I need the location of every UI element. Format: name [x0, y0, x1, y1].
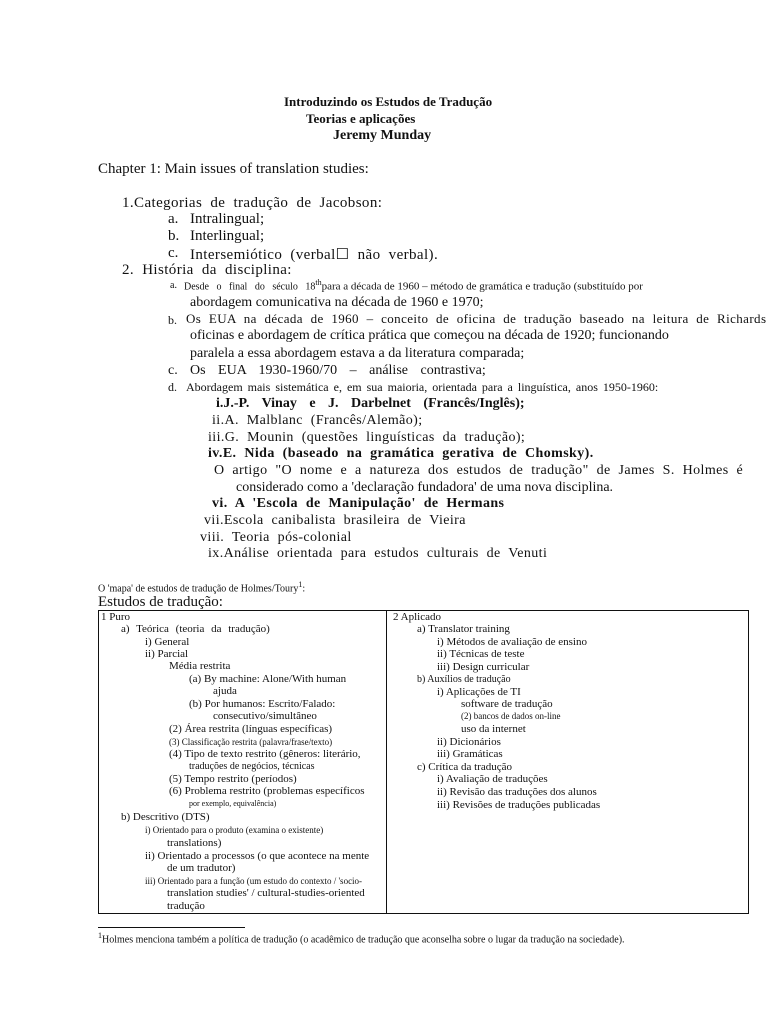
list-item-continuation: oficinas e abordagem de crítica prática que começou na década de 1920; funcionando — [190, 328, 669, 343]
roman-item: ii.A. Malblanc (Francês/Alemão); — [212, 413, 423, 428]
roman-item: ix.Análise orientada para estudos culturais de Venuti — [208, 546, 548, 561]
table-cell-text: 1 Puro — [101, 611, 131, 623]
table-cell-text: ii) Orientado a processos (o que acontece na mente — [145, 850, 370, 862]
roman-item: i.J.-P. Vinay e J. Darbelnet (Francês/Inglês); — [216, 396, 525, 411]
list-item: Interlingual; — [190, 228, 265, 244]
map-table — [98, 610, 749, 914]
table-cell-text: (a) By machine: Alone/With human — [189, 673, 347, 685]
table-cell-text: ii) Técnicas de teste — [437, 648, 525, 660]
table-cell-text: software de tradução — [461, 698, 553, 710]
table-cell-text: (2) bancos de dados on-line — [461, 711, 561, 721]
list-item-continuation: paralela a essa abordagem estava a da literatura comparada; — [190, 346, 525, 361]
list-item: Intersemiótico (verbal☐ não verbal). — [190, 247, 439, 263]
list-marker: b. — [168, 313, 177, 327]
roman-item: O artigo "O nome e a natureza dos estudos de tradução" de James S. Holmes é — [214, 463, 744, 478]
list-marker: c. — [168, 245, 179, 261]
table-cell-text: (4) Tipo de texto restrito (gêneros: literário, — [169, 748, 361, 760]
list-item: Abordagem mais sistemática e, em sua maioria, orientada para a linguística, anos 1950-1960: — [186, 380, 659, 394]
table-cell-text: consecutivo/simultâneo — [213, 710, 317, 722]
table-cell-text: ii) Parcial — [145, 648, 189, 660]
list-marker: b. — [168, 228, 180, 244]
table-cell-text: ajuda — [213, 685, 237, 697]
table-cell-text: Média restrita — [169, 660, 231, 672]
table-cell-text: iii) Gramáticas — [437, 748, 503, 760]
map-caption: O 'mapa' de estudos de tradução de Holmes/Toury$^1$: — [98, 580, 306, 595]
table-cell-text: (2) Área restrita (línguas específicas) — [169, 723, 333, 735]
table-cell-text: i) General — [145, 636, 190, 648]
table-cell-text: traduções de negócios, técnicas — [189, 761, 315, 772]
table-cell-text: de um tradutor) — [167, 862, 236, 874]
table-cell-text: a) Translator training — [417, 623, 510, 635]
table-cell-text: i) Avaliação de traduções — [437, 773, 548, 785]
table-cell-text: (3) Classificação restrita (palavra/frase/texto) — [169, 737, 333, 747]
document-subtitle: Teorias e aplicações — [306, 111, 416, 126]
roman-item: viii. Teoria pós-colonial — [200, 530, 352, 545]
table-cell-text: c) Crítica da tradução — [417, 761, 512, 773]
list-marker: a. — [170, 280, 177, 291]
list-item-continuation: abordagem comunicativa na década de 1960 e 1970; — [190, 295, 484, 310]
table-cell-text: i) Métodos de avaliação de ensino — [437, 636, 587, 648]
table-cell-text: ii) Revisão das traduções dos alunos — [437, 786, 597, 798]
table-divider — [386, 611, 387, 913]
roman-item: vi. A 'Escola de Manipulação' de Hermans — [212, 496, 505, 511]
roman-item: vii.Escola canibalista brasileira de Vieira — [204, 513, 466, 528]
section-1-heading: 1.Categorias de tradução de Jacobson: — [122, 195, 383, 211]
footnote-rule — [98, 927, 245, 928]
roman-item-continuation: considerado como a 'declaração fundadora' de uma nova disciplina. — [236, 480, 614, 495]
table-cell-text: tradução — [167, 900, 205, 912]
table-cell-text: b) Descritivo (DTS) — [121, 811, 210, 823]
table-cell-text: i) Aplicações de TI — [437, 686, 521, 698]
table-cell-text: (5) Tempo restrito (períodos) — [169, 773, 297, 785]
list-marker: a. — [168, 211, 179, 227]
list-marker: d. — [168, 380, 177, 394]
map-title: Estudos de tradução: — [98, 594, 223, 610]
table-cell-text: uso da internet — [461, 723, 526, 735]
list-item: Intralingual; — [190, 211, 265, 227]
table-cell-text: b) Auxílios de tradução — [417, 674, 511, 685]
table-cell-text: ii) Dicionários — [437, 736, 501, 748]
footnote: $^1$Holmes menciona também a política de tradução (o acadêmico de tradução que aconselha sobre o lugar da tradução na sociedade). — [98, 931, 625, 946]
list-item: Desde o final do século 18thpara a década de 1960 – método de gramática e tradução (substituído por — [184, 278, 643, 293]
table-cell-text: a) Teórica (teoria da tradução) — [121, 623, 270, 635]
table-cell-text: (6) Problema restrito (problemas específicos — [169, 785, 365, 797]
table-cell-text: iii) Design curricular — [437, 661, 530, 673]
list-item: Os EUA 1930-1960/70 – análise contrastiva; — [190, 363, 486, 378]
table-cell-text: iii) Revisões de traduções publicadas — [437, 799, 601, 811]
table-cell-text: i) Orientado para o produto (examina o existente) — [145, 825, 324, 835]
document-author: Jeremy Munday — [333, 128, 432, 143]
section-2-heading: 2. História da disciplina: — [122, 262, 292, 278]
chapter-heading: Chapter 1: Main issues of translation studies: — [98, 161, 369, 177]
table-cell-text: por exemplo, equivalência) — [189, 799, 277, 808]
table-cell-text: (b) Por humanos: Escrito/Falado: — [189, 698, 336, 710]
roman-item: iv.E. Nida (baseado na gramática gerativa de Chomsky). — [208, 446, 594, 461]
document-title: Introduzindo os Estudos de Tradução — [284, 94, 493, 109]
list-marker: c. — [168, 363, 178, 378]
table-cell-text: 2 Aplicado — [393, 611, 441, 623]
table-cell-text: translations) — [167, 837, 222, 849]
roman-item: iii.G. Mounin (questões linguísticas da tradução); — [208, 430, 526, 445]
list-item: Os EUA na década de 1960 – conceito de oficina de tradução baseado na leitura de Richards — [186, 311, 767, 326]
table-cell-text: iii) Orientado para a função (um estudo do contexto / 'socio- — [145, 876, 363, 886]
table-cell-text: translation studies' / cultural-studies-oriented — [167, 887, 365, 899]
